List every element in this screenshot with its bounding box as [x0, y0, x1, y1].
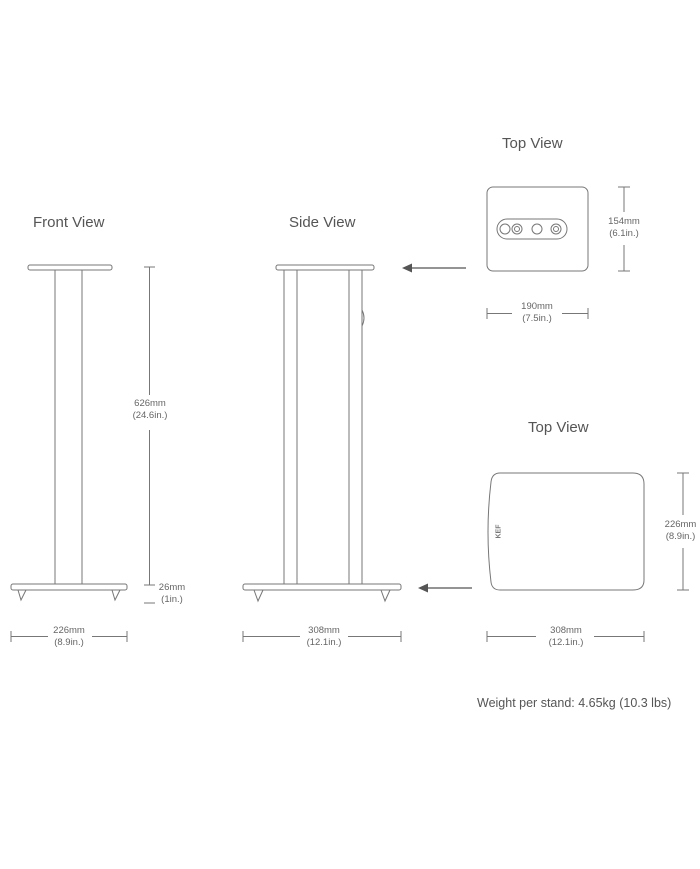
- base-width-imperial: (12.1in.): [548, 637, 584, 648]
- front-width-label: [44, 625, 94, 649]
- front-base-height-label: [155, 582, 189, 606]
- side-width-metric: 308mm: [308, 625, 340, 636]
- kef-logo-text: KEF: [495, 524, 503, 539]
- weight-label: Weight per stand: 4.65kg (10.3 lbs): [477, 696, 672, 710]
- front-base-height-metric: 26mm: [158, 582, 186, 593]
- base-width-metric: 308mm: [550, 625, 582, 636]
- top-plate-drawing: [487, 187, 588, 271]
- front-width-imperial: (8.9in.): [54, 637, 84, 648]
- front-height-metric: 626mm: [134, 398, 166, 409]
- top-plate-width-metric: 190mm: [521, 301, 553, 312]
- kef-logo: [497, 523, 507, 543]
- top-plate-depth-metric: 154mm: [608, 216, 640, 227]
- front-width-metric: 226mm: [53, 625, 85, 636]
- side-width-imperial: (12.1in.): [306, 637, 342, 648]
- front-height-imperial: (24.6in.): [132, 410, 168, 421]
- front-view-stand: [11, 265, 127, 600]
- base-width-label: [540, 625, 592, 649]
- top-view-base-title: Top View: [528, 419, 589, 436]
- top-plate-depth-imperial: (6.1in.): [609, 228, 639, 239]
- top-plate-depth-label: [603, 216, 645, 240]
- front-height-label: [122, 398, 178, 422]
- base-depth-label: [661, 519, 700, 543]
- top-view-plate-title: Top View: [502, 135, 563, 152]
- top-plate-width-imperial: (7.5in.): [522, 313, 552, 324]
- front-base-height-imperial: (1in.): [161, 594, 183, 605]
- top-plate-width-label: [512, 301, 562, 325]
- side-view-stand: [243, 265, 401, 601]
- base-depth-metric: 226mm: [664, 519, 697, 530]
- top-base-drawing: [488, 473, 644, 590]
- side-width-label: [298, 625, 350, 649]
- base-depth-imperial: (8.9in.): [665, 531, 696, 542]
- side-view-title: Side View: [289, 214, 356, 231]
- front-view-title: Front View: [33, 214, 105, 231]
